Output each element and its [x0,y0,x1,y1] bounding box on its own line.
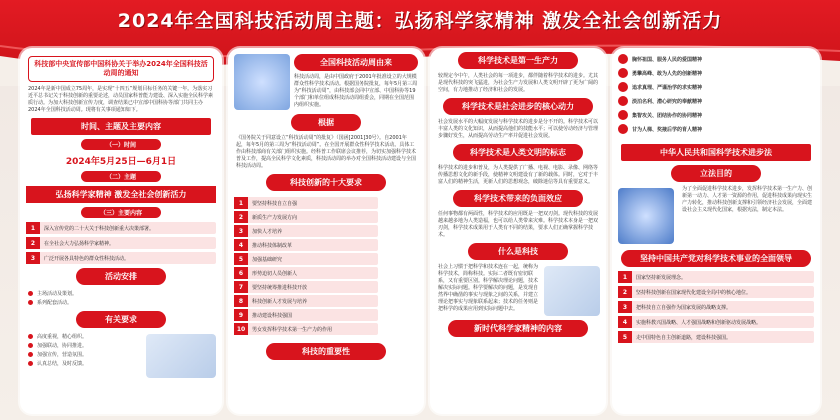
what-is-tech-text: 社会上习惯于把科学和技术连在一起，统称为科学技术，简称科技。实际二者既有密切联系，又有重要区别。科学解决理论问题，技术解决实际问题。科学要解决的问题，是发现自然界中确凿的事实与现象之间的关系，并建立理论把事实与现象联系起来；技术的任务则是把科学的成果应用到实际问题中去。 [438,264,539,312]
what-is-tech-area [430,264,606,316]
item-number: 8 [234,295,248,307]
section-core-power: 科学技术是社会进步的核心动力 [443,98,593,115]
bullet-icon [28,343,33,348]
notice-intro: 2024年是新中国成立75周年，是实现“十四五”规划目标任务的关键一年。为落实习近平总书记关于科技创新的重要论述，动员国家科普能力建设、深入实施全民科学素质行动。为加大科技创新宣传力度，调查结果已中宣部中国科协等部门共同主办2024年全国科技活动周。现将有关事项通知如下。 [28,86,214,113]
ten-requirements-list [228,195,384,337]
section-purpose: 立法目的 [671,165,761,182]
leadership-item: 4 实施科教兴国战略、人才强国战略和创新驱动发展战略。 [618,316,814,328]
ten-item: 5 加强基础研究 [234,253,378,265]
section-basis: 根据 [291,114,361,131]
section-what-is-tech: 什么是科技 [468,243,568,260]
panel-science [430,48,606,414]
content-item: 1 深入宣传党的二十大关于科技创新重大决策部署。 [26,222,216,234]
content-item: 2 在全社会大力弘扬科学家精神。 [26,237,216,249]
spirit-icon [618,82,628,92]
section-civilization: 科学技术是人类文明的标志 [453,144,583,161]
item-number: 1 [26,222,40,234]
ten-item: 7 要坚持统筹推进科技开放 [234,281,378,293]
spirit-icon [618,124,628,134]
item-number: 3 [618,301,632,313]
requirement-item: 高度重视，精心组织。 [20,332,146,341]
ten-item: 2 新质生产力发展方向 [234,211,378,223]
item-number: 3 [26,252,40,264]
section-importance: 科技的重要性 [266,343,386,360]
item-number: 7 [234,281,248,293]
ten-requirements-area [228,195,424,337]
origin-block [228,48,424,110]
leadership-item: 3 把科技自立自强作为国家发展的战略支撑。 [618,301,814,313]
activity-item: 系列配套活动。 [20,298,222,307]
section-negative-effects: 科学技术带来的负面效应 [453,190,583,207]
tech-head-illustration-icon [618,188,674,244]
section-party-leadership: 坚持中国共产党对科学技术事业的全面领导 [621,250,811,267]
notice-heading: 科技部中央宣传部中国科协关于举办2024年全国科技活动周的通知 [28,56,214,82]
ten-item: 8 科技创新人才发展与培养 [234,295,378,307]
civilization-text: 科学技术的进步和普及，为人类提供了广播、电视、电影、录像、网络等传播思想文化的新手段，使精神文明建设有了新的载体。同时，它对于丰富人们的精神生活，更新人们的思想观念，破除迷信等具有重要意义。 [438,165,599,185]
item-number: 2 [26,237,40,249]
leadership-item: 5 走中国特色自主创新道路，建设科技强国。 [618,331,814,343]
sub-content: （三）主要内容 [81,207,161,218]
item-number: 4 [234,239,248,251]
requirement-item: 加强联动，协同推进。 [20,341,146,350]
requirements-list [20,332,146,378]
spirit-item: 勇攀高峰、敢为人先的创新精神 [618,66,814,80]
basis-text: 《国务院关于同意设立“科技活动周”的批复》（国函[2001]30号）。自2001年起，每年5月的第三周为“科技活动周”。在全国开展群众性科学技术活动。具体工作由科技部商有关部门组织实施。经科普工作联席会议推荐，为切实加强科学技术普及工作，提高全民科学文化素质，科技活动周的举办对全国科技活动建设与全国科技活动周。 [236,135,417,169]
requirements-area [20,332,222,378]
item-number: 1 [234,197,248,209]
spirit-list [612,48,820,136]
item-number: 3 [234,225,248,237]
item-number: 5 [234,253,248,265]
item-number: 2 [618,286,632,298]
spirit-icon [618,54,628,64]
bullet-icon [28,361,33,366]
section-spirit-content: 新时代科学家精神的内容 [448,320,588,337]
theme-band: 弘扬科学家精神 激发全社会创新活力 [26,186,216,203]
origin-text: 科技活动周，是由中国政府于2001年批准设立的大规模群众性科学技术活动。根据国务院批复，每年5月第三周为“科技活动周”，由科技部会同中宣部、中国科协等19个部门和单位组成科技活动周组委会，同期在全国范围内组织实施。 [294,74,418,108]
purpose-text: 为了全面促进科学技术进步，发挥科学技术第一生产力、创新第一动力、人才第一资源的作用，促进科技成果向现实生产力转化，推动科技创新支撑和引领经济社会发展，全面建设社会主义现代化国家，根据宪法，制定本法。 [682,186,813,213]
event-date: 2024年5月25日—6月1日 [65,157,177,167]
purpose-area [612,186,820,244]
bullet-icon [28,334,33,339]
ten-item: 3 加快人才培养 [234,225,378,237]
ten-item: 10 男女发挥科学技术第一生产力的作用 [234,323,378,335]
activity-item: 主场活动及策划。 [20,289,222,298]
sub-time: （一）时间 [81,139,161,150]
bullet-icon [28,300,33,305]
section-productivity: 科学技术是第一生产力 [458,52,578,69]
sub-theme: （二）主题 [81,171,161,182]
section-requirements: 有关要求 [76,311,166,328]
spirit-item: 集智攻关、团结协作的协同精神 [618,108,814,122]
panel-law [612,48,820,414]
negative-effects-text: 任何事物都有两面性，科学技术的应用既是一把双刃剑。现代科技的发展越来越多地为人类造福，也可以给人类带来灾难。科学技术本身是一把双刃剑，科学技术成果用于人类有不同的结果，要求人们正确掌握科学技术。 [438,211,599,238]
ten-item: 9 推动建设科技强国 [234,309,378,321]
spirit-item: 追求真理、严谨治学的求实精神 [618,80,814,94]
content-item: 3 广泛开展各具特色的群众性科技活动。 [26,252,216,264]
core-power-text: 社会发展水平的大幅度发展与科学技术的进步是分不开的。科学技术可以丰富人类的文化知识，从而提高他们的技能水平；可以使劳动经济与管理步骤好发生，从而提高劳动生产率并促进社会发展。 [438,119,599,139]
bullet-icon [28,352,33,357]
item-number: 1 [618,271,632,283]
panel-notice [20,48,222,414]
panel-origin [228,48,424,414]
origin-text-block [294,54,418,110]
spirit-icon [618,96,628,106]
leadership-item: 2 坚持科技创新在国家现代化建设全局中的核心地位。 [618,286,814,298]
requirement-item: 认真总结，及时反馈。 [20,359,146,368]
lab-illustration-icon [384,195,424,337]
item-number: 10 [234,323,248,335]
spirit-item: 淡泊名利、潜心研究的奉献精神 [618,94,814,108]
item-number: 2 [234,211,248,223]
ten-item: 1 要坚持科技自立自强 [234,197,378,209]
city-illustration-icon [146,334,216,378]
item-number: 6 [234,267,248,279]
spirit-item: 甘为人梯、奖掖后学的育人精神 [618,122,814,136]
bullet-icon [28,291,33,296]
data-illustration-icon [544,266,600,316]
page-title: 2024年全国科技活动周主题：弘扬科学家精神 激发全社会创新活力 [117,10,723,32]
spirit-icon [618,110,628,120]
spirit-item: 胸怀祖国、服务人民的爱国精神 [618,52,814,66]
item-number: 5 [618,331,632,343]
requirement-item: 加强宣传，营造氛围。 [20,350,146,359]
ten-item: 4 推动科技体制改革 [234,239,378,251]
productivity-text: 较规定今中午，人类社会的每一项进步，都伴随着科学技术的进步。尤其是现代科技的突飞猛进，为社会生产力发展和人类文明开辟了更为广阔的空间，有力地推动了经济和社会的发展。 [438,73,599,93]
item-number: 9 [234,309,248,321]
item-number: 4 [618,316,632,328]
section-law-title: 中华人民共和国科学技术进步法 [621,144,811,161]
robot-hand-illustration-icon [234,54,290,110]
section-ten-requirements: 科技创新的十大要求 [266,174,386,191]
section-time-theme: 时间、主题及主要内容 [31,118,211,135]
leadership-item: 1 国家坚持新发展理念。 [618,271,814,283]
spirit-icon [618,68,628,78]
section-origin: 全国科技活动周由来 [294,54,418,71]
ten-item: 6 形势迫切人员创新人 [234,267,378,279]
section-activity: 活动安排 [76,268,166,285]
